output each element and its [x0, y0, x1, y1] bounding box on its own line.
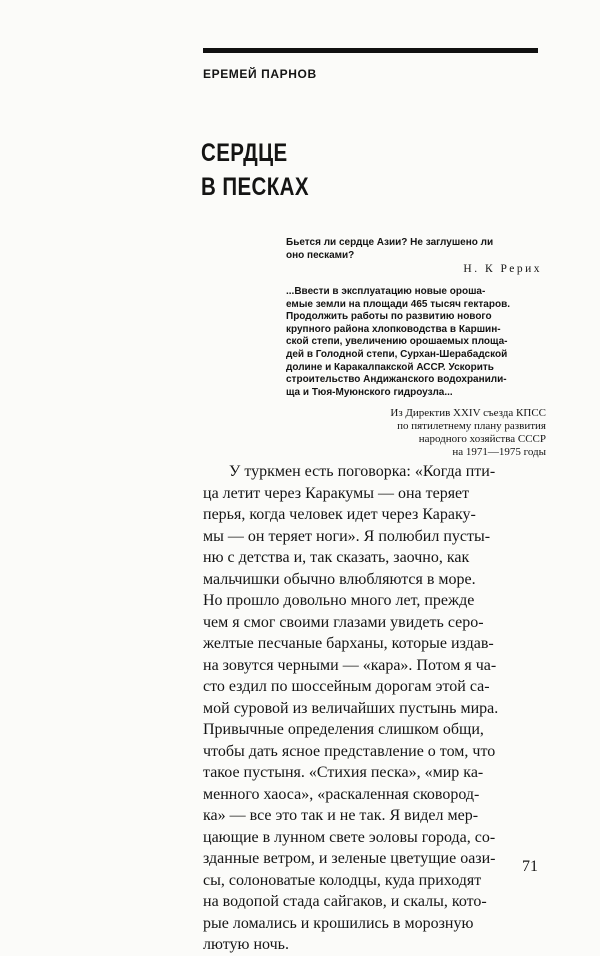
body-line: Но прошло довольно много лет, прежде	[203, 592, 475, 609]
body-line: мы — он теряет ноги». Я полюбил пусты-	[203, 527, 491, 545]
body-line: цающие в лунном свете эоловы города, со-	[203, 828, 496, 846]
body-line: рые ломались и крошились в морозную	[203, 914, 474, 932]
epigraph-line: ща и Тюя-Муюнского гидроузла...	[286, 386, 453, 398]
epigraph-line: ...Ввести в эксплуатацию новые ороша-	[286, 286, 486, 297]
source-line: Из Директив XXIV съезда КПСС	[390, 407, 546, 420]
body-line: У туркмен есть поговорка: «Когда пти-	[229, 463, 496, 480]
body-line: сто ездил по шоссейным дорогам этой са-	[203, 678, 490, 695]
body-line: ка» — все это так и не так. Я видел мер-	[203, 807, 479, 824]
epigraph-source	[286, 407, 546, 459]
body-line: чем я смог своими глазами увидеть серо-	[203, 613, 484, 631]
epigraph-line: Продолжить работы по развитию нового	[286, 311, 492, 323]
body-line: лютую ночь.	[203, 936, 289, 953]
epigraph-roerich	[286, 236, 546, 275]
body-line: ню с детства и, так сказать, заочно, как	[203, 549, 470, 566]
header-rule	[203, 48, 538, 53]
epigraph-line: оно песками?	[286, 250, 355, 261]
epigraph-author: Н. К Рерих	[463, 263, 542, 275]
title-line-1: СЕРДЦЕ	[201, 139, 288, 167]
epigraph-line: строительство Андижанского водохранили-	[286, 374, 507, 386]
body-line: чтобы дать ясное представление о том, что	[203, 742, 496, 760]
source-line: на 1971—1975 годы	[452, 446, 546, 459]
body-line: желтые песчаные барханы, которые издав-	[203, 635, 494, 652]
body-line: мой суровой из величайших пустынь мира.	[203, 699, 499, 717]
article-title	[201, 136, 309, 204]
epigraph-text	[286, 236, 546, 262]
epigraph-line: емые земли на площади 465 тысяч гектаров.	[286, 298, 511, 310]
body-line: мальчишки обычно влюбляются в море.	[203, 570, 476, 588]
title-line-2: В ПЕСКАХ	[201, 173, 309, 201]
epigraph-line: долине и Каракалпакской АССР. Ускорить	[286, 361, 494, 373]
body-line: на зовутся черными — «кара». Потом я ча-	[203, 656, 497, 674]
author-name: ЕРЕМЕЙ ПАРНОВ	[203, 67, 317, 81]
body-paragraph	[203, 461, 545, 956]
body-line: ца летит через Каракумы — она теряет	[203, 484, 470, 502]
epigraph-line: ской степи, увеличению орошаемых площа-	[286, 336, 508, 348]
page-number: 71	[522, 858, 538, 875]
epigraph-line: дей в Голодной степи, Сурхан-Шерабадской	[286, 348, 508, 360]
body-line: Привычные определения слишком общи,	[203, 721, 484, 738]
body-line: перья, когда человек идет через Караку-	[203, 506, 476, 523]
body-line: такое пустыня. «Стихия песка», «мир ка-	[203, 764, 484, 781]
source-line: народного хозяйства СССР	[418, 433, 546, 446]
source-line: по пятилетнему плану развития	[397, 420, 546, 433]
epigraph-line: крупного района хлопководства в Каршин-	[286, 323, 501, 335]
epigraph-text	[286, 286, 546, 399]
epigraph-directives	[286, 286, 546, 459]
body-line: зданные ветром, и зеленые цветущие оази-	[203, 850, 496, 867]
body-line: менного хаоса», «раскаленная сковород-	[203, 785, 480, 803]
body-line: сы, солоноватые колодцы, куда приходят	[203, 871, 482, 889]
body-line: на водопой стада сайгаков, и скалы, кото-	[203, 893, 487, 910]
epigraph-line: Бьется ли сердце Азии? Не заглушено ли	[286, 237, 494, 248]
